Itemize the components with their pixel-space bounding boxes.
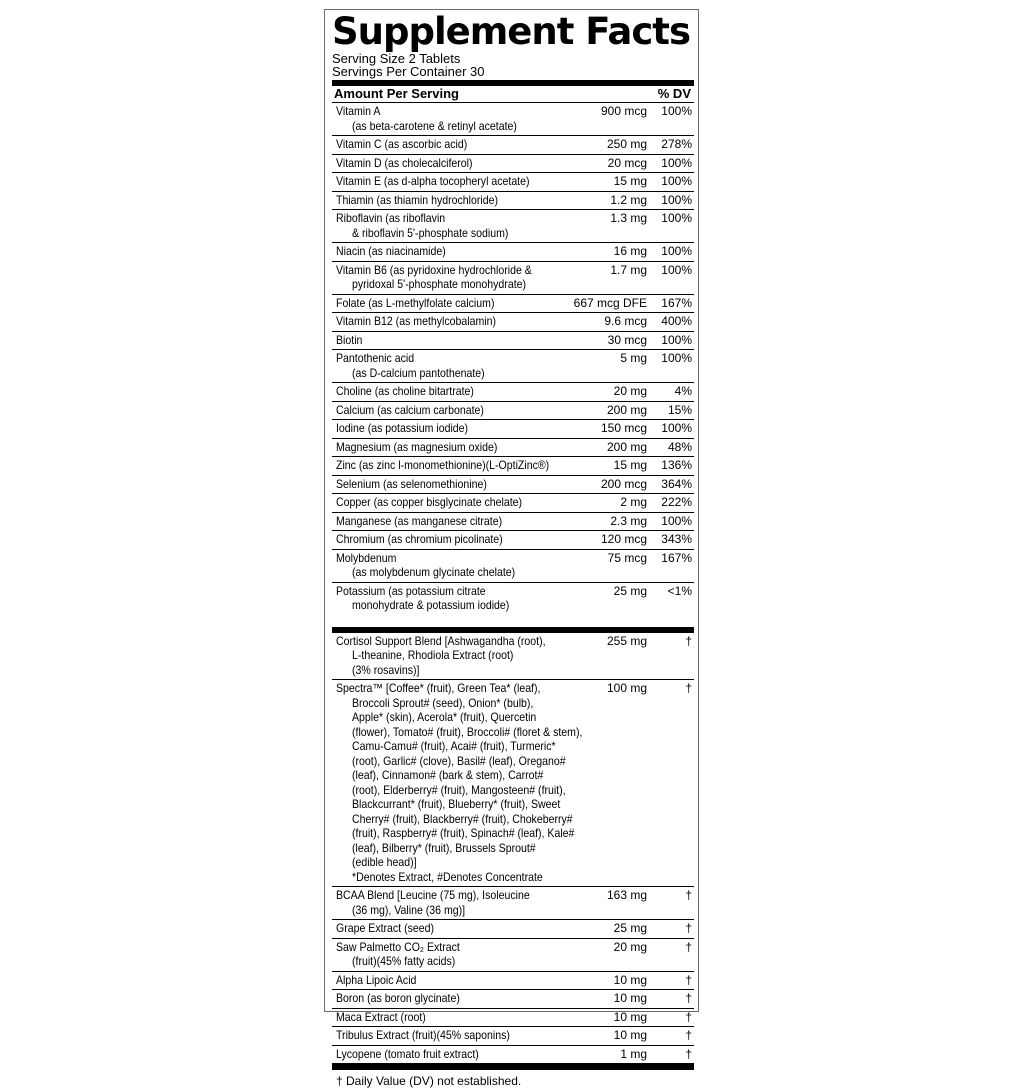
ingredient-text: Copper (as copper bisglycinate chelate) bbox=[336, 495, 523, 509]
ingredient-line bbox=[336, 888, 606, 903]
ingredient-line bbox=[336, 991, 606, 1006]
footnote: † Daily Value (DV) not established. bbox=[336, 1074, 522, 1088]
ingredient-name bbox=[336, 314, 606, 329]
ingredient-text: L-theanine, Rhodiola Extract (root) bbox=[352, 648, 514, 662]
ingredient-line bbox=[336, 739, 606, 754]
table-row bbox=[332, 494, 694, 513]
amount-per-serving: 15 mg bbox=[613, 174, 647, 188]
amount-per-serving: 16 mg bbox=[613, 244, 647, 258]
ingredient-line bbox=[336, 921, 606, 936]
ingredient-text: (root), Elderberry# (fruit), Mangosteen# (fruit), bbox=[352, 782, 566, 797]
ingredient-name bbox=[336, 477, 606, 492]
ingredient-line bbox=[336, 551, 606, 566]
amount-per-serving: 9.6 mcg bbox=[604, 314, 647, 328]
table-row bbox=[332, 680, 694, 887]
ingredient-text: Iodine (as potassium iodide) bbox=[336, 421, 469, 435]
ingredient-text: Saw Palmetto CO₂ Extract bbox=[336, 939, 460, 954]
ingredient-text: Zinc (as zinc l-monomethionine)(L-OptiZinc®) bbox=[336, 458, 550, 472]
amount-per-serving: 900 mcg bbox=[600, 104, 647, 118]
ingredient-line bbox=[336, 584, 606, 599]
ingredient-line bbox=[336, 1028, 606, 1043]
amount-per-serving: 1.3 mg bbox=[610, 211, 647, 225]
ingredient-text: Calcium (as calcium carbonate) bbox=[336, 402, 484, 417]
ingredient-line bbox=[336, 634, 606, 649]
ingredient-line bbox=[336, 1010, 606, 1025]
ingredient-text: (fruit), Raspberry# (fruit), Spinach# (leaf), Kale# bbox=[352, 826, 575, 840]
amount-per-serving: 15 mg bbox=[613, 458, 647, 472]
ingredient-line bbox=[336, 403, 606, 418]
daily-value: † bbox=[685, 633, 692, 648]
ingredient-line bbox=[336, 156, 606, 171]
amount-per-serving: 5 mg bbox=[620, 351, 647, 365]
daily-value: 100% bbox=[661, 351, 692, 365]
ingredient-text: Choline (as choline bitartrate) bbox=[336, 384, 474, 398]
ingredient-line bbox=[336, 783, 606, 798]
ingredient-text: Boron (as boron glycinate) bbox=[336, 991, 460, 1005]
table-row bbox=[332, 550, 694, 583]
ingredient-text: Selenium (as selenomethionine) bbox=[336, 476, 487, 491]
ingredient-text: (leaf), Cinnamon# (bark & stem), Carrot# bbox=[352, 768, 544, 782]
amount-per-serving: 1 mg bbox=[620, 1046, 647, 1061]
daily-value: † bbox=[685, 972, 692, 987]
label-inner bbox=[332, 10, 694, 1088]
table-row bbox=[332, 1046, 694, 1065]
ingredient-name bbox=[336, 384, 606, 399]
daily-value: 15% bbox=[667, 402, 692, 417]
daily-value: † bbox=[685, 921, 692, 935]
ingredient-text: Blackcurrant* (fruit), Blueberry* (fruit), Sweet bbox=[352, 797, 561, 811]
amount-per-serving: 100 mg bbox=[606, 681, 647, 695]
table-row bbox=[332, 103, 694, 136]
ingredient-line bbox=[336, 768, 606, 783]
amount-per-serving: 667 mcg DFE bbox=[573, 295, 647, 310]
amount-per-serving: 10 mg bbox=[613, 972, 647, 987]
ingredient-name bbox=[336, 514, 606, 529]
ingredient-text: Vitamin B6 (as pyridoxine hydrochloride & bbox=[336, 262, 532, 277]
ingredient-line bbox=[336, 663, 606, 678]
ingredient-text: Camu-Camu# (fruit), Acai# (fruit), Turmeric* bbox=[352, 739, 556, 753]
ingredient-line bbox=[336, 696, 606, 711]
ingredient-line bbox=[336, 174, 606, 189]
daily-value: † bbox=[685, 681, 692, 695]
table-row bbox=[332, 262, 694, 295]
ingredient-text: Thiamin (as thiamin hydrochloride) bbox=[336, 192, 498, 207]
ingredient-line bbox=[336, 841, 606, 856]
ingredient-name bbox=[336, 263, 606, 292]
ingredient-line bbox=[336, 855, 606, 870]
daily-value: <1% bbox=[667, 583, 692, 598]
daily-value: 100% bbox=[661, 244, 692, 258]
ingredient-name bbox=[336, 551, 606, 580]
serving-size: Serving Size 2 Tablets bbox=[332, 51, 461, 66]
ingredient-line bbox=[336, 754, 606, 769]
ingredient-text: Riboflavin (as riboflavin bbox=[336, 211, 446, 225]
ingredient-line bbox=[336, 681, 606, 696]
ingredient-text: Vitamin A bbox=[336, 104, 381, 118]
ingredient-line bbox=[336, 826, 606, 841]
ingredient-line bbox=[336, 137, 606, 152]
daily-value: 167% bbox=[661, 550, 692, 565]
ingredient-line bbox=[336, 277, 606, 292]
ingredient-text: Alpha Lipoic Acid bbox=[336, 972, 417, 987]
table-row bbox=[332, 887, 694, 920]
amount-per-serving: 1.2 mg bbox=[610, 192, 647, 207]
amount-per-serving: 25 mg bbox=[613, 583, 647, 598]
amount-per-serving: 2 mg bbox=[620, 495, 647, 509]
ingredient-text: monohydrate & potassium iodide) bbox=[352, 598, 510, 612]
ingredient-line bbox=[336, 565, 606, 580]
ingredient-text: Spectra™ [Coffee* (fruit), Green Tea* (leaf), bbox=[336, 681, 541, 695]
ingredient-name bbox=[336, 156, 606, 171]
table-row bbox=[332, 332, 694, 351]
ingredient-text: Broccoli Sprout# (seed), Onion* (bulb), bbox=[352, 695, 534, 710]
ingredient-name bbox=[336, 495, 606, 510]
daily-value: 100% bbox=[661, 421, 692, 435]
ingredient-line bbox=[336, 384, 606, 399]
ingredient-line bbox=[336, 903, 606, 918]
ingredient-text: Grape Extract (seed) bbox=[336, 921, 435, 935]
amount-per-serving: 10 mg bbox=[613, 1028, 647, 1042]
ingredient-name bbox=[336, 584, 606, 613]
ingredient-text: Cortisol Support Blend [Ashwagandha (root), bbox=[336, 633, 546, 648]
table-row bbox=[332, 295, 694, 314]
ingredient-text: Biotin bbox=[336, 332, 363, 347]
amount-per-serving: 255 mg bbox=[606, 633, 647, 648]
ingredient-text: Lycopene (tomato fruit extract) bbox=[336, 1046, 479, 1061]
ingredient-text: Potassium (as potassium citrate bbox=[336, 583, 486, 598]
table-row bbox=[332, 136, 694, 155]
ingredient-line bbox=[336, 598, 606, 613]
ingredient-line bbox=[336, 226, 606, 241]
daily-value: † bbox=[685, 939, 692, 954]
table-row bbox=[332, 1027, 694, 1046]
daily-value: 100% bbox=[661, 211, 692, 225]
ingredient-line bbox=[336, 421, 606, 436]
daily-value: 278% bbox=[661, 137, 692, 151]
ingredient-text: (edible head)] bbox=[352, 855, 417, 869]
ingredient-line bbox=[336, 725, 606, 740]
daily-value: † bbox=[685, 1046, 692, 1061]
ingredient-line bbox=[336, 333, 606, 348]
ingredient-text: (36 mg), Valine (36 mg)] bbox=[352, 902, 466, 917]
ingredient-text: Vitamin C (as ascorbic acid) bbox=[336, 137, 468, 151]
ingredient-line bbox=[336, 351, 606, 366]
ingredient-line bbox=[336, 244, 606, 259]
ingredient-text: *Denotes Extract, #Denotes Concentrate bbox=[352, 869, 543, 884]
daily-value: 343% bbox=[661, 532, 692, 546]
amount-per-serving: 200 mg bbox=[606, 402, 647, 417]
ingredient-name bbox=[336, 634, 606, 678]
ingredient-line bbox=[336, 532, 606, 547]
amount-per-serving: 200 mg bbox=[606, 439, 647, 454]
ingredient-text: Chromium (as chromium picolinate) bbox=[336, 532, 503, 546]
ingredient-line bbox=[336, 710, 606, 725]
table-row bbox=[332, 990, 694, 1009]
table-row bbox=[332, 920, 694, 939]
daily-value: 364% bbox=[661, 476, 692, 491]
ingredient-line bbox=[336, 973, 606, 988]
ingredient-text: Apple* (skin), Acerola* (fruit), Quercetin bbox=[352, 710, 537, 724]
ingredient-name bbox=[336, 458, 606, 473]
ingredient-text: Niacin (as niacinamide) bbox=[336, 244, 446, 258]
ingredient-line bbox=[336, 940, 606, 955]
amount-per-serving: 2.3 mg bbox=[610, 513, 647, 528]
table-row bbox=[332, 457, 694, 476]
ingredient-text: BCAA Blend [Leucine (75 mg), Isoleucine bbox=[336, 888, 530, 902]
ingredient-line bbox=[336, 440, 606, 455]
ingredient-name bbox=[336, 421, 606, 436]
ingredient-name bbox=[336, 440, 606, 455]
ingredient-text: Vitamin E (as d-alpha tocopheryl acetate) bbox=[336, 174, 530, 188]
table-row bbox=[332, 243, 694, 262]
ingredient-text: Manganese (as manganese citrate) bbox=[336, 513, 503, 528]
daily-value: 4% bbox=[674, 384, 692, 398]
ingredient-text: (root), Garlic# (clove), Basil# (leaf), Oregano# bbox=[352, 753, 566, 768]
ingredient-line bbox=[336, 193, 606, 208]
amount-per-serving: 163 mg bbox=[606, 888, 647, 902]
ingredient-text: (as molybdenum glycinate chelate) bbox=[352, 565, 516, 579]
ingredient-line bbox=[336, 495, 606, 510]
ingredient-text: (as D-calcium pantothenate) bbox=[352, 365, 485, 380]
ingredient-line bbox=[336, 870, 606, 885]
ingredient-line bbox=[336, 514, 606, 529]
amount-per-serving: 30 mcg bbox=[607, 332, 647, 347]
ingredient-line bbox=[336, 477, 606, 492]
daily-value: † bbox=[685, 1009, 692, 1024]
ingredient-name bbox=[336, 888, 606, 917]
table-row bbox=[332, 1009, 694, 1028]
daily-value: 48% bbox=[667, 439, 692, 454]
ingredient-line bbox=[336, 1047, 606, 1062]
daily-value: 100% bbox=[661, 104, 692, 118]
ingredient-text: (as beta-carotene & retinyl acetate) bbox=[352, 118, 517, 133]
amount-per-serving: 250 mg bbox=[606, 137, 647, 151]
ingredient-line bbox=[336, 797, 606, 812]
amount-per-serving: 1.7 mg bbox=[610, 262, 647, 277]
ingredient-name bbox=[336, 1028, 606, 1043]
daily-value: 100% bbox=[661, 192, 692, 207]
daily-value: † bbox=[685, 991, 692, 1005]
ingredient-name bbox=[336, 1010, 606, 1025]
ingredient-line bbox=[336, 104, 606, 119]
table-row bbox=[332, 313, 694, 332]
table-row bbox=[332, 439, 694, 458]
ingredient-name bbox=[336, 973, 606, 988]
table-row bbox=[332, 383, 694, 402]
table-row bbox=[332, 173, 694, 192]
label-title: Supplement Facts bbox=[332, 10, 691, 53]
ingredient-text: Vitamin D (as cholecalciferol) bbox=[336, 155, 473, 170]
ingredient-name bbox=[336, 532, 606, 547]
ingredient-text: Pantothenic acid bbox=[336, 351, 415, 365]
amount-per-serving: 75 mcg bbox=[607, 550, 647, 565]
ingredient-text: Folate (as L-methylfolate calcium) bbox=[336, 295, 495, 310]
ingredient-name bbox=[336, 1047, 606, 1062]
ingredient-line bbox=[336, 296, 606, 311]
daily-value: 100% bbox=[661, 174, 692, 188]
table-row bbox=[332, 583, 694, 633]
table-row bbox=[332, 402, 694, 421]
ingredient-text: Molybdenum bbox=[336, 550, 397, 565]
table-row bbox=[332, 531, 694, 550]
ingredient-text: Maca Extract (root) bbox=[336, 1009, 426, 1024]
daily-value: 100% bbox=[661, 155, 692, 170]
ingredient-text: pyridoxal 5'-phosphate monohydrate) bbox=[352, 277, 527, 291]
daily-value: 222% bbox=[661, 495, 692, 509]
ingredient-name bbox=[336, 403, 606, 418]
ingredient-text: (3% rosavins)] bbox=[352, 662, 420, 677]
table-row bbox=[332, 192, 694, 211]
servings-per-container: Servings Per Container 30 bbox=[332, 64, 485, 79]
ingredient-name bbox=[336, 193, 606, 208]
ingredient-text: (leaf), Bilberry* (fruit), Brussels Sprout# bbox=[352, 840, 536, 855]
daily-value: 167% bbox=[661, 295, 692, 310]
table-row bbox=[332, 350, 694, 383]
table-row bbox=[332, 155, 694, 174]
table-row bbox=[332, 210, 694, 243]
ingredient-name bbox=[336, 174, 606, 189]
amount-per-serving-label: Amount Per Serving bbox=[334, 86, 459, 101]
ingredient-name bbox=[336, 991, 606, 1006]
ingredient-name bbox=[336, 211, 606, 240]
ingredient-line bbox=[336, 263, 606, 278]
table-row bbox=[332, 972, 694, 991]
ingredient-name bbox=[336, 296, 606, 311]
ingredient-text: (fruit)(45% fatty acids) bbox=[352, 954, 456, 968]
ingredient-line bbox=[336, 648, 606, 663]
ingredient-line bbox=[336, 954, 606, 969]
daily-value: † bbox=[685, 1028, 692, 1042]
daily-value: 136% bbox=[661, 458, 692, 472]
ingredient-text: Tribulus Extract (fruit)(45% saponins) bbox=[336, 1028, 510, 1042]
dv-label: % DV bbox=[657, 86, 691, 101]
table-row bbox=[332, 420, 694, 439]
daily-value: 400% bbox=[661, 314, 692, 328]
ingredient-text: Magnesium (as magnesium oxide) bbox=[336, 439, 498, 454]
amount-per-serving: 25 mg bbox=[613, 921, 647, 935]
amount-per-serving: 20 mg bbox=[613, 384, 647, 398]
ingredient-line bbox=[336, 119, 606, 134]
amount-per-serving: 200 mcg bbox=[600, 476, 647, 491]
ingredient-name bbox=[336, 921, 606, 936]
ingredient-text: Cherry# (fruit), Blackberry# (fruit), Chokeberry# bbox=[352, 811, 573, 826]
supplement-facts-label bbox=[324, 9, 699, 1088]
amount-per-serving: 150 mcg bbox=[600, 421, 647, 435]
daily-value: 100% bbox=[661, 332, 692, 347]
ingredient-text: (flower), Tomato# (fruit), Broccoli# (floret & stem), bbox=[352, 724, 583, 739]
amount-per-serving: 10 mg bbox=[613, 1009, 647, 1024]
ingredient-line bbox=[336, 458, 606, 473]
table-row bbox=[332, 633, 694, 681]
table-header bbox=[332, 86, 694, 103]
ingredient-line bbox=[336, 366, 606, 381]
ingredient-name bbox=[336, 104, 606, 133]
ingredient-name bbox=[336, 940, 606, 969]
table-row bbox=[332, 476, 694, 495]
ingredient-name bbox=[336, 137, 606, 152]
ingredient-text: & riboflavin 5'-phosphate sodium) bbox=[352, 225, 509, 240]
table-row bbox=[332, 513, 694, 532]
ingredient-text: Vitamin B12 (as methylcobalamin) bbox=[336, 314, 497, 328]
amount-per-serving: 20 mg bbox=[613, 939, 647, 954]
ingredient-line bbox=[336, 314, 606, 329]
ingredient-name bbox=[336, 681, 606, 884]
daily-value: 100% bbox=[661, 513, 692, 528]
facts-table-body bbox=[332, 103, 694, 1064]
amount-per-serving: 120 mcg bbox=[600, 532, 647, 546]
ingredient-line bbox=[336, 211, 606, 226]
ingredient-name bbox=[336, 333, 606, 348]
ingredient-line bbox=[336, 812, 606, 827]
ingredient-name bbox=[336, 351, 606, 380]
amount-per-serving: 20 mcg bbox=[607, 155, 647, 170]
table-row bbox=[332, 939, 694, 972]
daily-value: † bbox=[685, 888, 692, 902]
ingredient-name bbox=[336, 244, 606, 259]
daily-value: 100% bbox=[661, 262, 692, 277]
amount-per-serving: 10 mg bbox=[613, 991, 647, 1005]
